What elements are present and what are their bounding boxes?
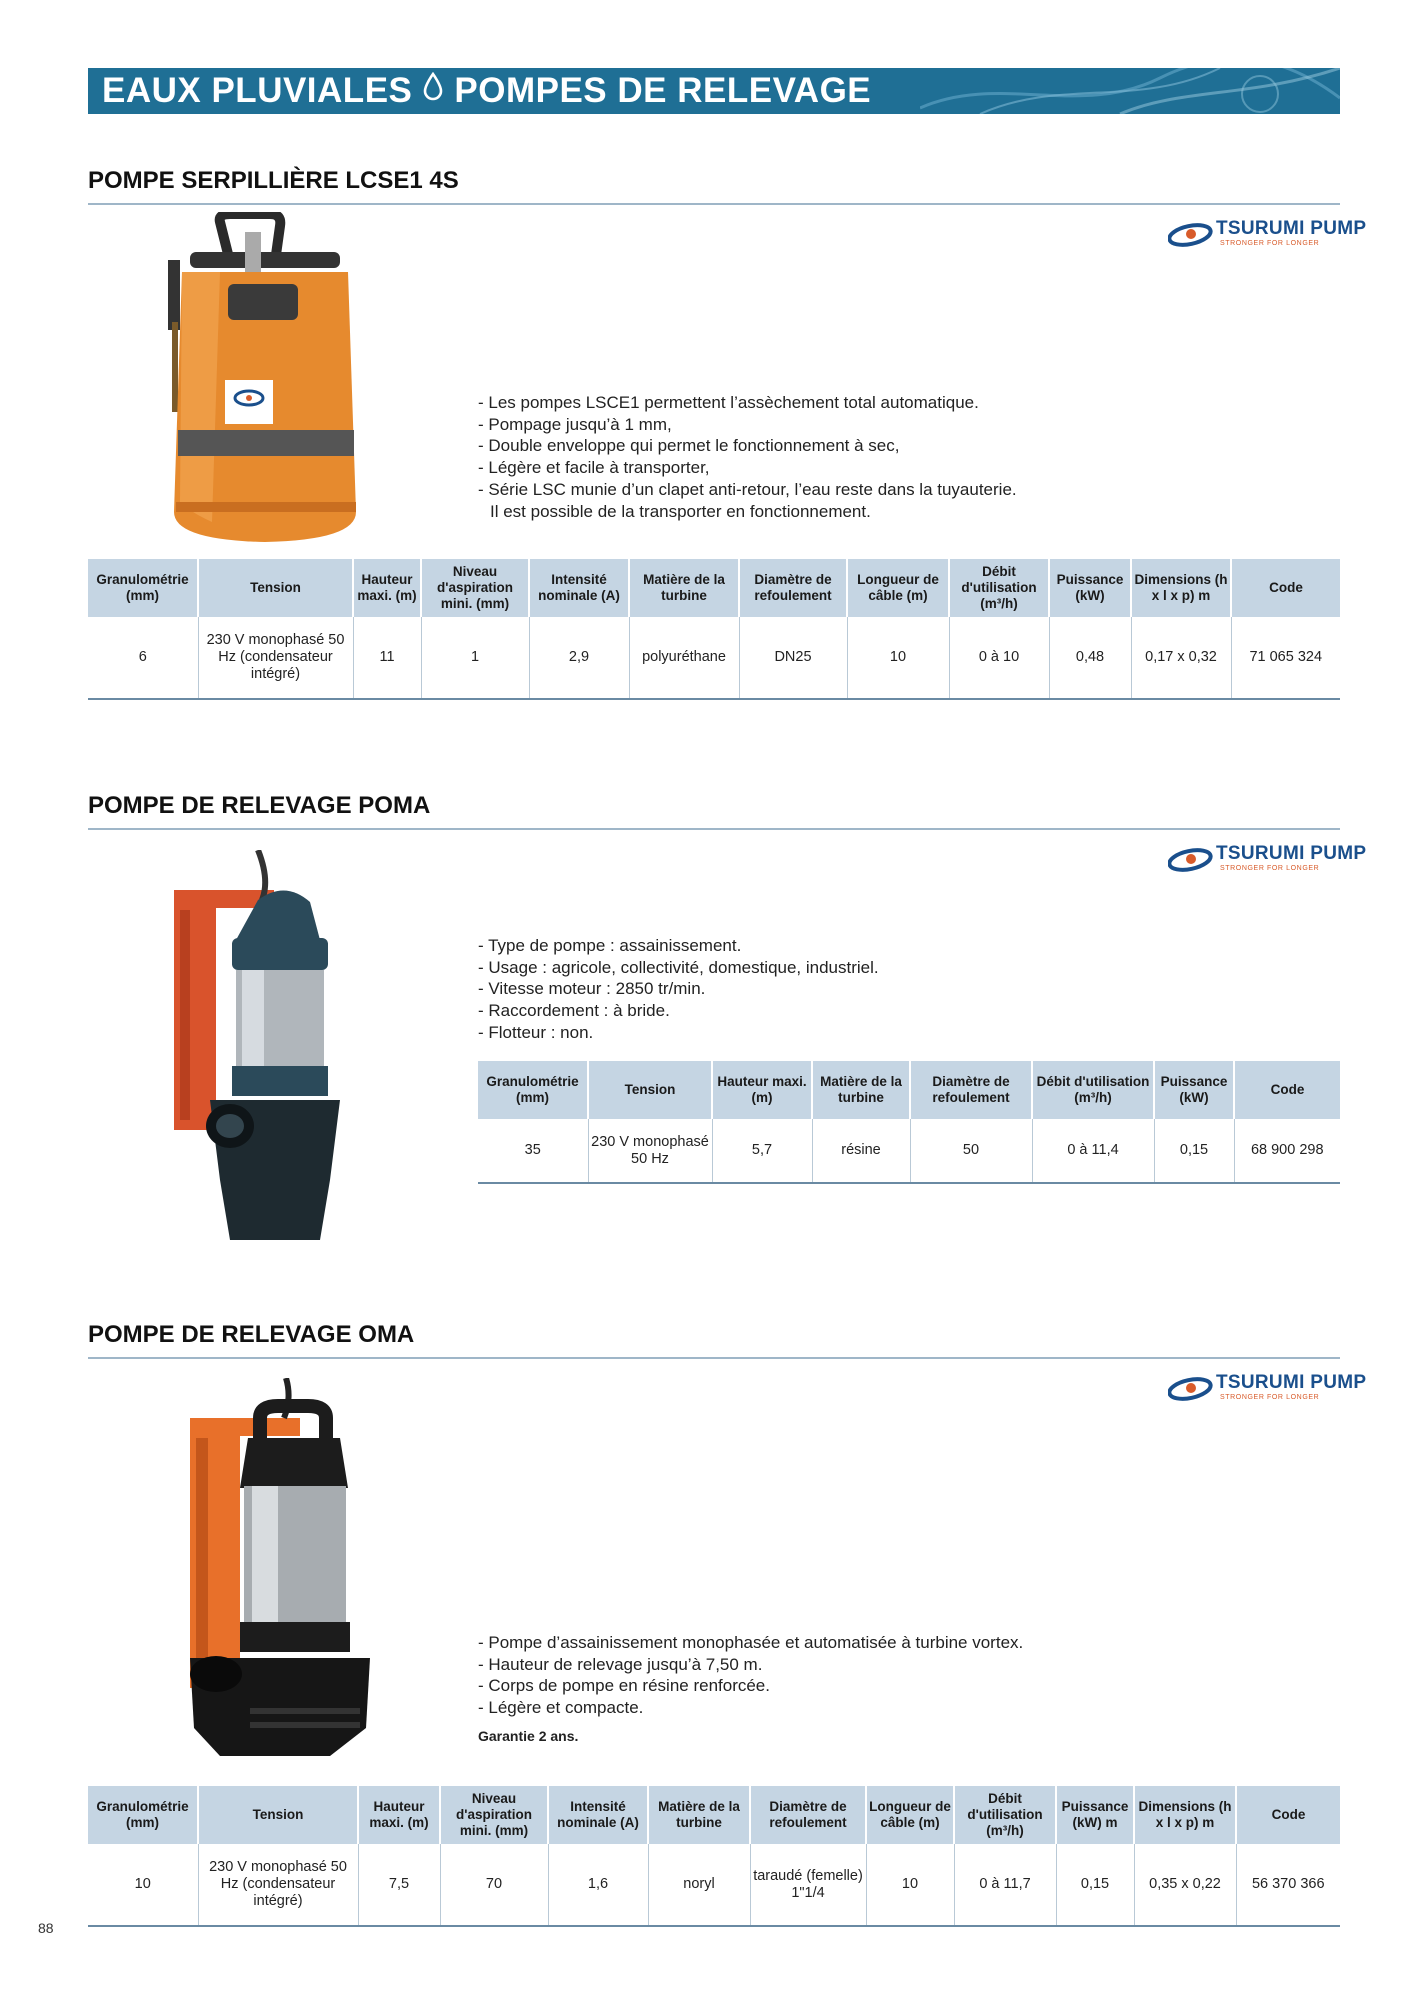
table-cell: 230 V monophasé 50 Hz (condensateur intégré) [198, 617, 353, 699]
table-cell: 68 900 298 [1234, 1119, 1340, 1183]
table-cell: taraudé (femelle) 1"1/4 [750, 1844, 866, 1926]
banner-title-left: EAUX PLUVIALES [102, 71, 413, 110]
table-cell: 11 [353, 617, 421, 699]
table-cell: 0,35 x 0,22 [1134, 1844, 1236, 1926]
tsurumi-logo [1168, 1372, 1367, 1406]
banner-title-right: POMPES DE RELEVAGE [454, 71, 872, 110]
header-cell: Intensité nominale (A) [548, 1786, 648, 1844]
guarantee-note: Garantie 2 ans. [478, 1728, 579, 1744]
header-cell: Hauteur maxi. (m) [712, 1061, 812, 1119]
table-cell: 1 [421, 617, 529, 699]
feature-item: - Double enveloppe qui permet le fonctionnement à sec, [478, 436, 900, 456]
page-banner [88, 68, 1340, 114]
table-cell: 1,6 [548, 1844, 648, 1926]
feature-item: - Raccordement : à bride. [478, 1001, 670, 1021]
brand-tagline: STRONGER FOR LONGER [1220, 240, 1320, 247]
brand-name: TSURUMI PUMP [1216, 218, 1367, 239]
header-cell: Matière de la turbine [812, 1061, 910, 1119]
table-cell: 0 à 11,4 [1032, 1119, 1154, 1183]
poma-features [478, 935, 879, 1044]
header-cell: Diamètre de refoulement [750, 1786, 866, 1844]
table-cell: 10 [134, 1876, 151, 1892]
tsurumi-swoosh-icon [1168, 1372, 1216, 1406]
header-cell: Diamètre de refoulement [739, 559, 847, 617]
header-cell: Puissance (kW) m [1056, 1786, 1134, 1844]
header-cell: Granulométrie (mm) [88, 1786, 198, 1844]
table-cell: 230 V monophasé 50 Hz (condensateur intégré) [198, 1844, 358, 1926]
table-cell: 0,17 x 0,32 [1131, 617, 1231, 699]
header-cell: Dimensions (h x l x p) m [1131, 559, 1231, 617]
table-cell: 0 à 10 [949, 617, 1049, 699]
feature-item: - Hauteur de relevage jusqu’à 7,50 m. [478, 1654, 763, 1674]
header-cell: Intensité nominale (A) [529, 559, 629, 617]
feature-item: - Légère et facile à transporter, [478, 458, 710, 478]
tsurumi-logo [1168, 843, 1367, 877]
header-cell: Granulométrie (mm) [478, 1061, 588, 1119]
table-cell: 2,9 [529, 617, 629, 699]
table-cell: 6 [138, 649, 147, 665]
feature-item: - Pompe d’assainissement monophasée et automatisée à turbine vortex. [478, 1633, 1024, 1652]
page-number: 88 [38, 1920, 54, 1936]
tsurumi-swoosh-icon [1168, 843, 1216, 877]
header-cell: Longueur de câble (m) [847, 559, 949, 617]
header-cell: Puissance (kW) [1049, 559, 1131, 617]
brand-tagline: STRONGER FOR LONGER [1220, 865, 1320, 872]
feature-item: - Série LSC munie d’un clapet anti-retour, l’eau reste dans la tuyauterie. [478, 479, 1017, 499]
header-cell: Niveau d'aspiration mini. (mm) [421, 559, 529, 617]
header-cell: Tension [588, 1061, 712, 1119]
feature-item: Il est possible de la transporter en fonctionnement. [490, 501, 871, 521]
header-cell: Code [1231, 559, 1340, 617]
tsurumi-logo [1168, 218, 1367, 252]
banner-wave-decoration [920, 68, 1340, 114]
header-cell: Matière de la turbine [629, 559, 739, 617]
oma-features [478, 1632, 1023, 1719]
table-row [88, 617, 1340, 699]
section-title-oma: POMPE DE RELEVAGE OMA [88, 1321, 1340, 1359]
header-cell: Diamètre de refoulement [910, 1061, 1032, 1119]
header-cell: Débit d'utilisation (m³/h) [1032, 1061, 1154, 1119]
table-cell: 5,7 [712, 1119, 812, 1183]
header-cell: Hauteur maxi. (m) [358, 1786, 440, 1844]
feature-item: - Type de pompe : assainissement. [478, 936, 742, 955]
feature-item: - Légère et compacte. [478, 1698, 644, 1718]
table-cell: 50 [910, 1119, 1032, 1183]
oma-pump-photo [180, 1378, 390, 1758]
table-cell: 7,5 [358, 1844, 440, 1926]
lcse-spec-table [88, 559, 1340, 700]
table-row [478, 1119, 1340, 1183]
tsurumi-swoosh-icon [1168, 218, 1216, 252]
header-cell: Débit d'utilisation (m³/h) [954, 1786, 1056, 1844]
table-cell: 70 [440, 1844, 548, 1926]
poma-pump-photo [170, 850, 380, 1245]
poma-spec-table [478, 1061, 1340, 1184]
section-title-poma: POMPE DE RELEVAGE POMA [88, 792, 1340, 830]
table-cell: résine [812, 1119, 910, 1183]
feature-item: - Vitesse moteur : 2850 tr/min. [478, 979, 706, 999]
header-cell: Puissance (kW) [1154, 1061, 1234, 1119]
feature-item: - Usage : agricole, collectivité, domestique, industriel. [478, 957, 879, 977]
header-cell: Matière de la turbine [648, 1786, 750, 1844]
feature-item: - Les pompes LSCE1 permettent l’assèchement total automatique. [478, 393, 979, 412]
header-cell: Débit d'utilisation (m³/h) [949, 559, 1049, 617]
section-title-lcse: POMPE SERPILLIÈRE LCSE1 4S [88, 167, 1340, 205]
table-cell: 0,15 [1154, 1119, 1234, 1183]
header-cell: Tension [198, 1786, 358, 1844]
water-drop-icon [422, 71, 444, 111]
table-cell: 71 065 324 [1231, 617, 1340, 699]
table-cell: noryl [648, 1844, 750, 1926]
header-cell: Niveau d'aspiration mini. (mm) [440, 1786, 548, 1844]
brand-name: TSURUMI PUMP [1216, 843, 1367, 864]
brand-name: TSURUMI PUMP [1216, 1372, 1367, 1393]
table-cell: 0,15 [1056, 1844, 1134, 1926]
table-row [88, 1844, 1340, 1926]
table-cell: 10 [866, 1844, 954, 1926]
header-cell: Longueur de câble (m) [866, 1786, 954, 1844]
feature-item: - Corps de pompe en résine renforcée. [478, 1676, 770, 1696]
feature-item: - Pompage jusqu’à 1 mm, [478, 414, 672, 434]
table-cell: polyuréthane [629, 617, 739, 699]
brand-tagline: STRONGER FOR LONGER [1220, 1394, 1320, 1401]
oma-spec-table [88, 1786, 1340, 1927]
header-cell: Dimensions (h x l x p) m [1134, 1786, 1236, 1844]
header-cell: Granulométrie (mm) [88, 559, 198, 617]
header-cell: Tension [198, 559, 353, 617]
header-cell: Hauteur maxi. (m) [353, 559, 421, 617]
table-cell: 230 V monophasé 50 Hz [588, 1119, 712, 1183]
table-cell: 35 [524, 1142, 541, 1158]
table-cell: 0,48 [1049, 617, 1131, 699]
table-cell: 10 [847, 617, 949, 699]
header-cell: Code [1236, 1786, 1340, 1844]
table-cell: DN25 [739, 617, 847, 699]
table-cell: 0 à 11,7 [954, 1844, 1056, 1926]
header-cell: Code [1234, 1061, 1340, 1119]
feature-item: - Flotteur : non. [478, 1022, 594, 1042]
lcse-pump-photo [160, 212, 370, 552]
table-cell: 56 370 366 [1236, 1844, 1340, 1926]
lcse-features [478, 392, 1017, 522]
